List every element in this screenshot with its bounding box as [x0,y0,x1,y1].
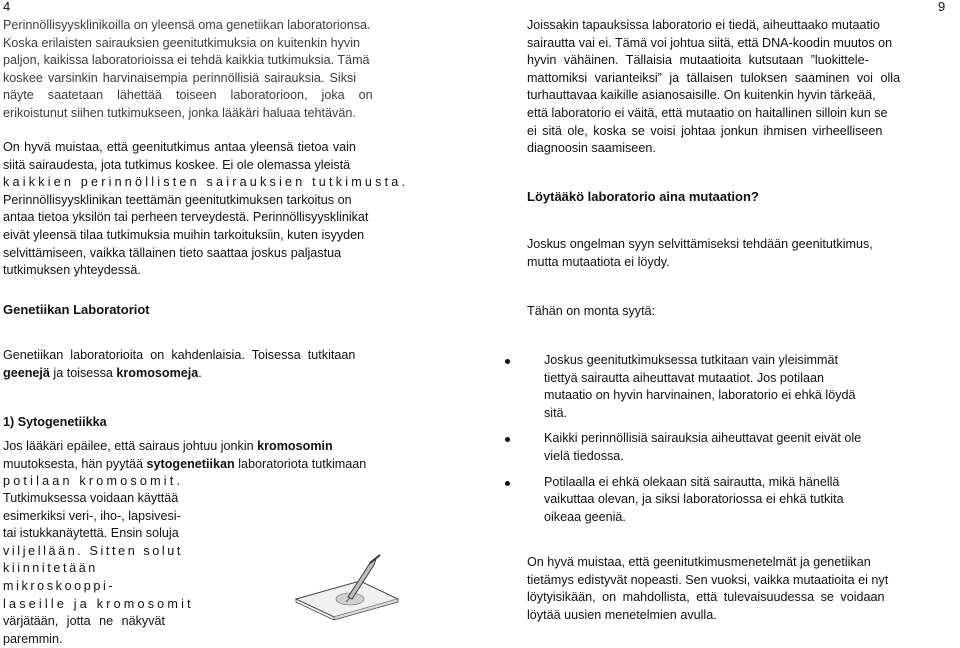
text-line: mutaatio on hyvin harvinainen, laboratorio ei ehkä löydä [544,388,856,403]
text-line: siitä sairaudesta, jota tutkimus koskee. Ei ole olemassa yleistä [3,157,351,172]
list-item [500,352,959,422]
text-line: tietämys edistyvät nopeasti. Sen vuoksi, vaikka mutaatioita ei nyt [527,572,889,587]
paragraph-lab-types [3,347,435,382]
text-line: tiettyä sairautta aiheuttavat mutaatiot. Jos potilaan [544,370,825,385]
paragraph-unclassified-variants [527,17,959,158]
text-line: On hyvä muistaa, että geenitutkimus antaa yleensä tietoa vain [3,140,356,154]
list-item [500,430,959,465]
bullet-icon [505,481,510,486]
text-line: paremmin. [3,631,63,646]
text-line: värjätään, jotta ne näkyvät [3,614,166,629]
paragraph-no-mutation-found [527,236,959,271]
text-span: Jos lääkäri epäilee, että sairaus johtuu jonkin [3,439,258,453]
text-line: potilaan kromosomit. [3,474,184,489]
text-line: mutta mutaatiota ei löydy. [527,254,670,269]
bold-term: geenejä [3,365,50,380]
text-line: Potilaalla ei ehkä olekaan sitä sairautta, mikä hänellä [544,474,840,489]
text-line: kaikkien perinnöllisten sairauksien tutkimusta. [3,175,409,190]
text-line: selvittämiseen, vaikka tällainen tieto saattaa joskus paljastua [3,245,342,260]
page-number: 4 [3,0,11,14]
paragraph-cell-culture [3,490,215,648]
page-number: 9 [938,0,946,14]
text-line [3,456,435,474]
text-line: Joskus ongelman syyn selvittämiseksi tehdään geenitutkimus, [527,237,873,251]
text-line: diagnoosin saamiseen. [527,141,656,156]
text-line: viljellään. Sitten solut [3,543,184,558]
text-line: löytää uusien menetelmien avulla. [527,607,717,622]
text-line [3,365,435,383]
reasons-intro: Tähän on monta syytä: [527,304,656,318]
bullet-icon [505,437,510,442]
text-line: antaa tietoa yksilön tai perheen terveydestä. Perinnöllisyysklinikat [3,210,369,225]
text-line: sairautta vai ei. Tämä voi johtua siitä, että DNA-koodin muutos on [527,35,893,50]
text-line: Kaikki perinnöllisiä sairauksia aiheuttavat geenit eivät ole [544,431,862,446]
paragraph-genetic-test-scope [3,139,435,280]
text-line: hyvin vähäinen. Tällaisia mutaatioita kutsutaan ”luokittele- [527,53,869,68]
text-line: laseille ja kromosomit [3,596,194,611]
section-heading: Löytääkö laboratorio aina mutaation? [527,189,759,204]
bold-term: kromosomin [257,439,333,453]
text-line: erikoistunut siihen tutkimukseen, jonka lääkäri haluaa tehtävän. [3,105,356,120]
bold-term: kromosomeja [116,365,199,380]
bold-term: sytogenetiikan [146,456,235,471]
subsection-heading: 1) Sytogenetiikka [3,415,107,429]
text-line: tai istukkanäytettä. Ensin soluja [3,526,179,541]
text-line: ei sitä ole, koska se voisi johtaa jonkun ihmisen virheelliseen [527,123,883,138]
text-line: Perinnöllisyysklinikan teettämän geenitutkimuksen tarkoitus on [3,192,352,207]
text-span: laboratoriota tutkimaan [234,456,367,471]
text-line: turhauttavaa kaikille asianosaisille. On kuitenkin hyvin tärkeää, [527,88,876,103]
text-line: koskee varsinkin harvinaisempia perinnöllisiä sairauksia. Siksi [3,70,357,85]
text-line: esimerkiksi veri-, iho-, lapsivesi- [3,508,181,523]
paragraph-cytogenetics [3,438,435,491]
text-line: näyte saatetaan lähettää toiseen laboratorioon, joka on [3,88,373,103]
text-line: Joissakin tapauksissa laboratorio ei tiedä, aiheuttaako mutaatio [527,18,880,32]
text-line: Joskus geenitutkimuksessa tutkitaan vain yleisimmät [544,353,838,367]
text-line: Koska erilaisten sairauksien geenitutkimuksia on kuitenkin hyvin [3,35,361,50]
text-line: Genetiikan laboratorioita on kahdenlaisia. Toisessa tutkitaan [3,348,356,362]
reasons-list [500,352,959,534]
text-line: Perinnöllisyysklinikoilla on yleensä oma genetiikan laboratorionsa. [3,18,371,32]
text-line: kiinnitetään mikroskooppi- [3,561,116,593]
text-line: mattomiksi varianteiksi” ja tällaisen tuloksen saaminen voi olla [527,70,901,85]
right-page [482,0,960,626]
microscope-slide-illustration [290,555,410,621]
left-page [0,0,478,646]
text-line [3,438,435,456]
text-line: löytyisikään, on mahdollista, että tulevaisuudessa se voidaan [527,590,885,605]
text-line: sitä. [544,405,568,420]
list-item [500,474,959,527]
text-line: eivät yleensä tilaa tutkimuksia muihin tarkoituksiin, kuten isyyden [3,227,365,242]
text-line: että laboratorio ei väitä, että mutaatio on haitallinen silloin kun se [527,105,888,120]
section-heading: Genetiikan Laboratoriot [3,302,150,317]
text-line: oikeaa geeniä. [544,509,626,524]
text-line: paljon, kaikissa laboratorioissa ei tehdä kaikkia tutkimuksia. Tämä [3,53,370,68]
text-span: . [198,365,202,380]
text-span: muutoksesta, hän pyytää [3,456,147,471]
text-line: Tutkimuksessa voidaan käyttää [3,491,179,505]
bullet-icon [505,359,510,364]
intro-paragraph [3,17,435,123]
text-line: vaikuttaa olevan, ja siksi laboratoriossa ei ehkä tutkita [544,492,844,507]
paragraph-methods-progress [527,554,959,624]
text-line: tutkimuksen yhteydessä. [3,263,141,278]
text-span: ja toisessa [49,365,117,380]
text-line: vielä tiedossa. [544,448,624,463]
text-line: On hyvä muistaa, että geenitutkimusmenetelmät ja genetiikan [527,555,871,569]
